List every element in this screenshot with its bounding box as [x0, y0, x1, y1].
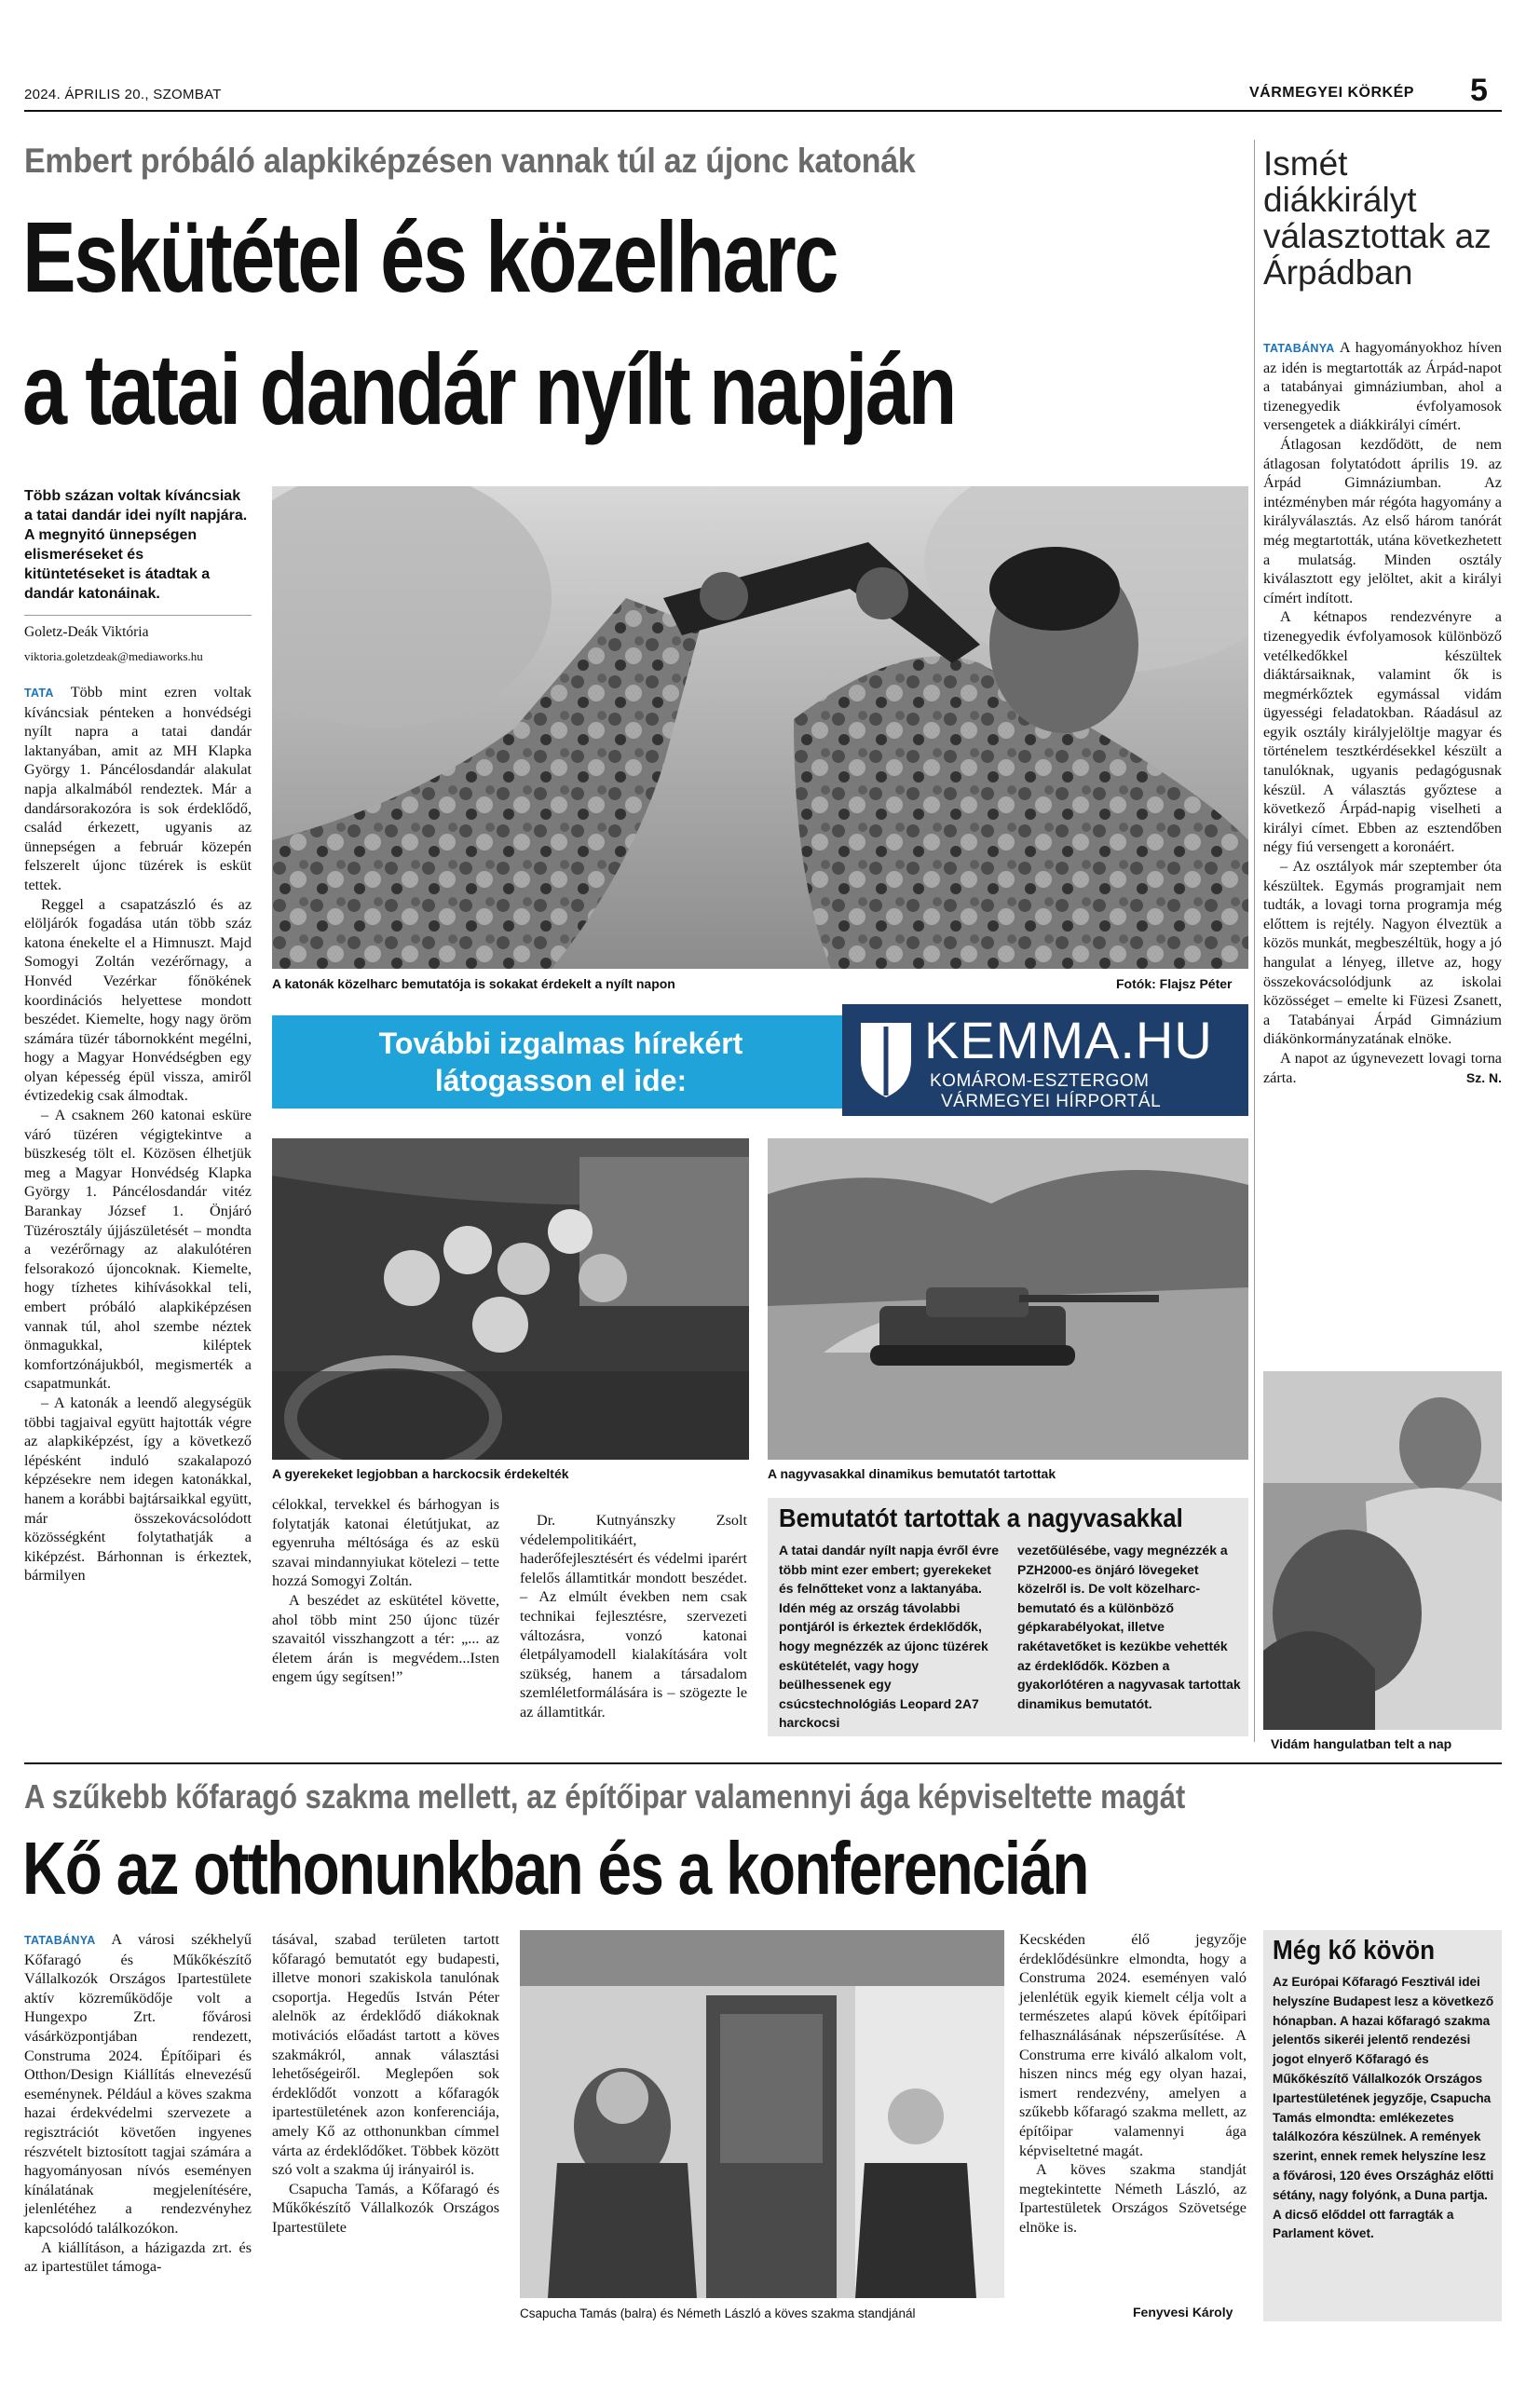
bottom-story-kicker: A szűkebb kőfaragó szakma mellett, az építőipar valamennyi ága képviseltette magát: [24, 1777, 1186, 1816]
bottom-section-rule: [24, 1762, 1502, 1764]
bottom-story-col1: [24, 1930, 252, 2277]
bottom-story-headline: Kő az otthonunkban és a konferencián: [22, 1827, 1088, 1910]
photo2-caption: A gyerekeket legjobban a harckocsik érdekelték: [272, 1466, 569, 1481]
section-name: VÁRMEGYEI KÖRKÉP: [1249, 85, 1414, 101]
tank-box-col1: A tatai dandár nyílt napja évről évre több mint ezer embert; gyerekeket és felnőtteket vonz a laktanyába. Idén még az ország távolabbi pontjáról is érkeztek érdeklődők, hogy megnézzék az újonc tüzérek eskütételét, vagy hogy beülhessenek egy csúcstechnológiás Leopard 2A7 harckocsi: [779, 1543, 1000, 1731]
paragraph: A beszédet az eskütétel követte, ahol több mint 250 újonc tüzér szavaitól visszhangzott a tér: „... az életem árán is megvédem...Isten engem úgy segítsen!”: [272, 1591, 499, 1686]
author-email: viktoria.goletzdeak@mediaworks.hu: [24, 649, 203, 663]
paragraph: Átlagosan kezdődött, de nem átlagosan folytatódott április 19. az Árpád Gimnáziumban. Az intézményben már régóta hagyomány a királyválasztás. Az első három tanórát még megtartották, utána következhetett a mulatság. Minden osztály kiválasztott egy jelöltet, akit a királyi címért indított.: [1263, 435, 1502, 606]
bottom-story-col2: [272, 1930, 499, 2238]
bottom-story-col3: [1019, 1930, 1247, 2238]
kemma-ad-banner[interactable]: [272, 1004, 1248, 1116]
photo-tank-demo: [768, 1138, 1248, 1460]
main-photo-caption: A katonák közelharc bemutatója is sokakat érdekelt a nyílt napon: [272, 976, 675, 991]
paragraph: A napot az úgynevezett lovagi torna zárta.: [1263, 1049, 1502, 1086]
side-story-body: [1263, 338, 1502, 1087]
tank-box-col2: vezetőülésébe, vagy megnézzék a PZH2000-es önjáró lövegeket közelről is. De volt közelharc-bemutató és a különböző gépkarabélyokat, illetve rakétavetőket is kezükbe vehették az érdeklődők. Közben a gyakorlótéren a nagyvasak tartottak dinamikus bemutatót.: [1017, 1543, 1241, 1711]
top-story-headline-line1: Eskütétel és közelharc: [22, 200, 838, 313]
page-number: 5: [1470, 73, 1488, 108]
paragraph: A kiállításon, a házigazda zrt. és az ipartestület támoga-: [24, 2238, 252, 2276]
photo3-caption: A nagyvasakkal dinamikus bemutatót tartottak: [768, 1466, 1056, 1481]
author-name: Goletz-Deák Viktória: [24, 624, 149, 640]
side-photo-caption: Vidám hangulatban telt a nap: [1271, 1736, 1452, 1751]
ad-sub2: VÁRMEGYEI HÍRPORTÁL: [941, 1092, 1162, 1111]
ad-brand: KEMMA.HU: [924, 1011, 1213, 1069]
top-story-col3: [520, 1511, 747, 1722]
top-story-headline-line2: a tatai dandár nyílt napján: [22, 333, 956, 445]
photo-credit: Fotók: Flajsz Péter: [1116, 976, 1233, 991]
ad-text-line2: látogasson el ide:: [434, 1064, 688, 1097]
paragraph: – Az osztályok már szeptember óta készültek. Egymás programjait nem tudták, a lovagi torna programja még előttem is rejtély. Nagyon élveztük a közös munkát, megbeszéltük, hogy a jó hangulat a lényeg, illetve az, hogy összekovácsolódjunk az iskolai közösséget – emelte ki Füzesi Zsanett, a Tatabányai Árpád Gimnázium diákönkormányzatának elnöke.: [1263, 858, 1502, 1048]
paragraph: Több mint ezren voltak kíváncsiak pénteken a honvédségi nyílt napra a tatai dandár laktanyában, amit az MH Klapka György 1. Páncélosdandár alakulat napja alkalmából rendeztek. Már a dandársorakozóra is sok érdeklődő, család érkezett, ugyanis az ünnepségen a február közepén felszerelt újonc tüzérek is esküt tettek.: [24, 684, 252, 893]
side-photo-students: [1263, 1371, 1502, 1730]
lead-rule: [24, 615, 252, 616]
bottom-photo-caption: Csapucha Tamás (balra) és Németh László a köves szakma standjánál: [520, 2306, 916, 2320]
column-divider: [1254, 140, 1255, 1742]
header-rule: [24, 110, 1502, 112]
paragraph: Dr. Kutnyánszky Zsolt védelempolitikáért, haderőfejlesztésért és védelmi iparért felelős államtitkár mondott beszédet. – Az elmúlt években nem csak technikai fejlesztésre, szervezeti változásra, vonzó katonai életpályamodell kialakítására volt szükség, hanem a társadalom szemléletformálására is – szögezte le az államtitkár.: [520, 1512, 747, 1721]
side-story-headline: Ismét diákkirályt választottak az Árpádban: [1263, 144, 1492, 292]
page-date: 2024. ÁPRILIS 20., SZOMBAT: [24, 87, 222, 102]
paragraph: Reggel a csapatzászló és az elöljárók fogadása után több száz katona énekelte el a Himnuszt. Majd Somogyi Zoltán vezérőrnagy, a Honvéd Vezérkar főnökének koordinációs helyettese mondott beszédet. Kiemelte, hogy nagy öröm számára tüzér tábornokként megélni, hogy a Magyar Honvédségben egy olyan képesség épül vissza, amiről évtizedekig csak álmodtak.: [24, 895, 252, 1105]
ad-text-line1: További izgalmas hírekért: [378, 1027, 743, 1060]
paragraph: Csapucha Tamás, a Kőfaragó és Műkőkészítő Vállalkozók Országos Ipartestülete: [272, 2180, 499, 2236]
bottom-signature: Fenyvesi Károly: [1133, 2305, 1233, 2320]
location-tag: TATABÁNYA: [24, 1934, 96, 1947]
paragraph: Kecskéden élő jegyzője érdeklődésünkre elmondta, hogy a Construma 2024. eseményen való jelenlétük egyik kiemelt célja volt a természetes alapú kövek építőipari felhasználásának népszerűsítése. A Construma erre kiváló alkalom volt, hiszen nincs még egy olyan hazai, ismert rendezvény, amelyen a szűkebb kőfaragó szakma mellett, az építőipar valamennyi ága képviseltetné magát.: [1019, 1931, 1247, 2159]
photo-stonemason-stand: [520, 1930, 1004, 2298]
paragraph: – A katonák a leendő alegységük többi tagjaival együtt hajtották végre az alapkiképzést, így a következő lépésként induló szakalapozó képzésekre nem idegen katonákkal, hanem a korábbi bajtársaikkal együtt, már összekovácsolódott közösségként folytathatják a kiképzést. Bárhonnan is érkeztek, bármilyen: [24, 1394, 252, 1585]
paragraph: A hagyományokhoz híven az idén is megtartották az Árpád-napot a tatabányai gimnáziumban, ahol a tizenegyedik évfolyamosok versengetek a diákkirályi címért.: [1263, 339, 1503, 434]
paragraph: A köves szakma standját megtekintette Németh László, az Ipartestületek Országos Szövetsége elnöke is.: [1019, 2161, 1247, 2236]
top-story-lead: Több százan voltak kíváncsiak a tatai dandár idei nyílt napjára. A megnyitó ünnepségen elismeréseket és kitüntetéseket is átadtak a dandár katonáinak.: [24, 488, 248, 602]
paragraph: tásával, szabad területen tartott kőfaragó bemutatót egy budapesti, illetve monori szakiskola tanulónak csoportja. Hegedűs István Péter alelnök az érdeklődő diákoknak motivációs előadást tartott a köves szakmákról, annak választási lehetőségeiről. Meglepően sok érdeklődőt vonzott a kőfaragók ipartestületének azon konferenciája, amely Kő az otthonunkban címmel várta az érdeklődőket. Többek között szó volt a szakma új irányairól is.: [272, 1931, 499, 2179]
paragraph: A kétnapos rendezvényre a tizenegyedik évfolyamosok különböző vetélkedőkkel készültek diáktársaiknak, valamint ők is megmérkőztek egymással vidám ügyességi feladatokban. Ráadásul az egyik osztály királyjelöltje magyar és történelem tesztkérdésekkel készült a tanulóknak, ugyanis pedagógusnak készül. A választás győztese a következő Árpád-napig viselheti a királyi címet. Ebben az esztendőben négy fiú versengett a koronáért.: [1263, 608, 1502, 856]
location-tag: TATA: [24, 687, 54, 700]
side-signature: Sz. N.: [1465, 1069, 1502, 1085]
photo-children-in-tank: [272, 1138, 749, 1460]
top-story-col2: [272, 1495, 499, 1687]
stone-box-text: Az Európai Kőfaragó Fesztivál idei helyszíne Budapest lesz a következő hónapban. A hazai kőfaragó szakma jelentős sikeréi jelentő rendezési jogot elnyerő Kőfaragó és Műkőkészítő Vállalkozók Országos Ipartestületének jegyzője, Csapucha Tamás elmondta: emlékezetes találkozóra készülnek. A remények szerint, ennek remek helyszíne lesz a fővárosi, 120 éves Országház előtti sétány, nagy folyónk, a Duna partja. A dicső előddel ott farragták a Parlament követ.: [1273, 1975, 1494, 2241]
stone-box-title: Még kő kövön: [1273, 1936, 1436, 1966]
top-story-col1: [24, 683, 252, 1585]
ad-left-panel: [272, 1015, 850, 1109]
ad-sub1: KOMÁROM-ESZTERGOM: [930, 1071, 1150, 1091]
top-story-kicker: Embert próbáló alapkiképzésen vannak túl az újonc katonák: [24, 142, 916, 180]
tank-box-title: Bemutatót tartottak a nagyvasakkal: [779, 1503, 1183, 1532]
paragraph: célokkal, tervekkel és bárhogyan is folytatják katonai életútjukat, az egyenruha méltósága és az eskü szavai mindannyiukat kötelezi – tette hozzá Somogyi Zoltán.: [272, 1496, 499, 1590]
main-photo-hand-to-hand-combat: [272, 486, 1248, 969]
paragraph: A városi székhelyű Kőfaragó és Műkőkészítő Vállalkozók Országos Ipartestülete aktív közreműködője volt a Hungexpo Zrt. fővárosi vásárközpontjában rendezett, Construma 2024. Építőipari és Otthon/Design Kiállítás elnevezésű eseménynek. Például a köves szakma hazai érdekvédelmi szervezete a regisztrációt követően ingyenes részvételt biztosított tagjai számára a hagyományosan nívós eseményen kínálatának megjelenítésére, jelenlétéhez a rendezvényhez kapcsolódó találkozókon.: [24, 1931, 252, 2237]
paragraph: – A csaknem 260 katonai esküre váró tüzéren végigtekintve a büszkeség tölt el. Közösen élhetjük meg a Magyar Honvédség Klapka György 1. Páncélosdandár vitéz Barankay József 1. Önjáró Tüzérosztály újjászületését – mondta a vezérőrnagy az alakulótéren felsorakozó újoncoknak. Kiemelte, hogy tízhetes kihívásokkal teli, embert próbáló alapkiképzésen vannak túl, ahol szembe néztek önmagukkal, kiléptek komfortzónájukból, megismerték a csapatmunkát.: [24, 1107, 252, 1393]
shield-logo-icon: [857, 1017, 915, 1101]
location-tag: TATABÁNYA: [1263, 342, 1335, 355]
